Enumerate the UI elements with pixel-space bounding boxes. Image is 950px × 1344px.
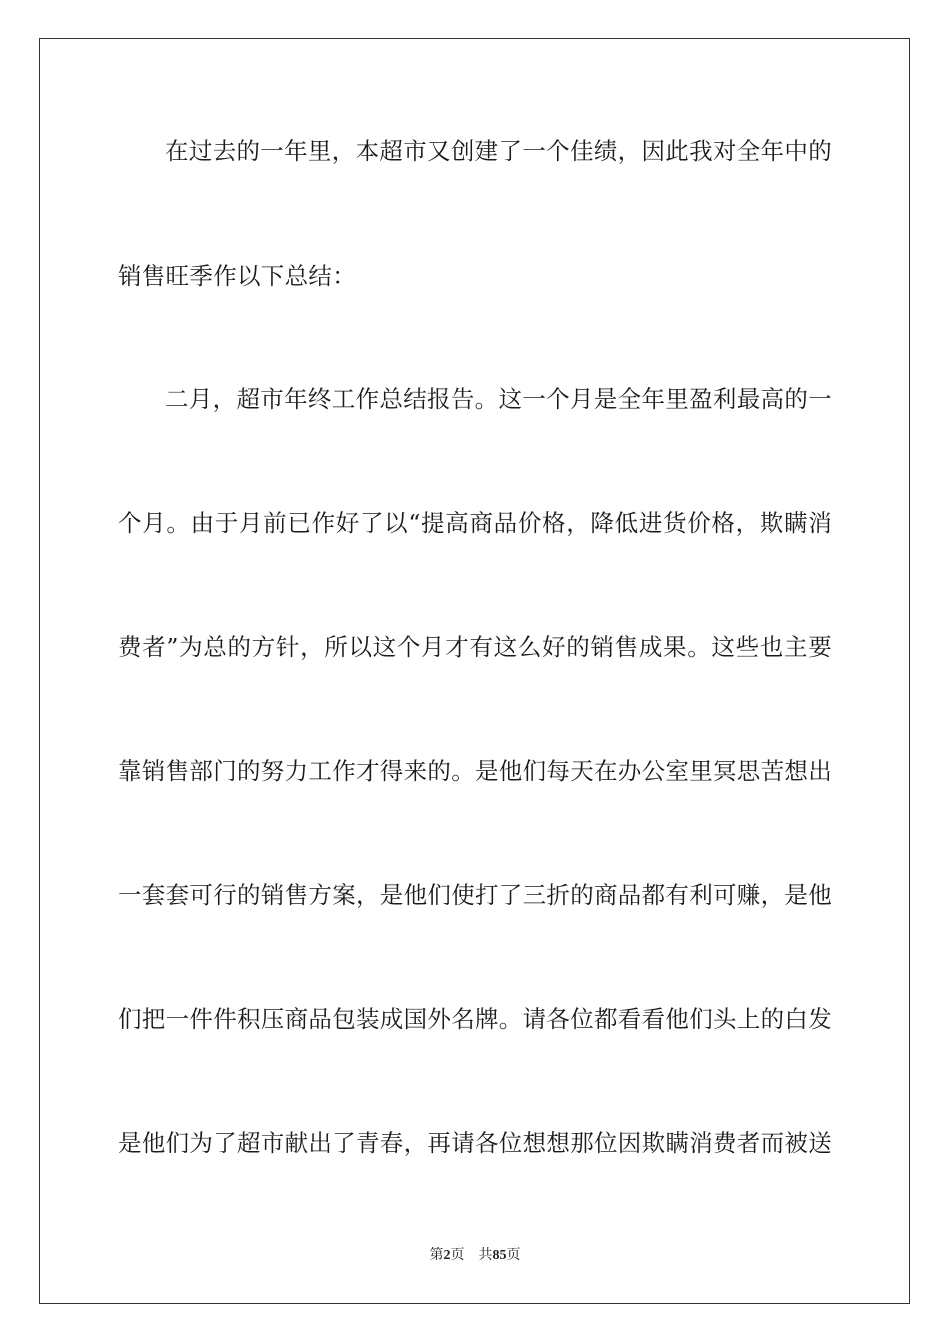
page-prefix: 第 <box>429 1247 444 1263</box>
paragraph-line-7: 一套套可行的销售方案，是他们使打了三折的商品都有利可赚，是他 <box>118 881 832 909</box>
total-pages: 85 <box>492 1248 507 1263</box>
paragraph-line-5: 费者”为总的方针，所以这个月才有这么好的销售成果。这些也主要 <box>118 633 832 661</box>
paragraph-line-3: 二月，超市年终工作总结报告。这一个月是全年里盈利最高的一 <box>165 385 832 413</box>
paragraph-line-4: 个月。由于月前已作好了以“提高商品价格，降低进货价格，欺瞒消 <box>118 509 832 537</box>
paragraph-line-9: 是他们为了超市献出了青春，再请各位想想那位因欺瞒消费者而被送 <box>118 1129 832 1157</box>
paragraph-line-6: 靠销售部门的努力工作才得来的。是他们每天在办公室里冥思苦想出 <box>118 757 832 785</box>
paragraph-line-2: 销售旺季作以下总结： <box>118 262 356 290</box>
page-border <box>39 38 910 1304</box>
page-suffix: 页 <box>450 1247 465 1263</box>
paragraph-line-1: 在过去的一年里，本超市又创建了一个佳绩，因此我对全年中的 <box>165 137 832 165</box>
page-footer <box>0 1246 950 1265</box>
paragraph-line-8: 们把一件件积压商品包装成国外名牌。请各位都看看他们头上的白发 <box>118 1005 832 1033</box>
total-prefix: 共 <box>478 1247 493 1263</box>
page-number: 2 <box>443 1248 451 1263</box>
total-suffix: 页 <box>506 1247 521 1263</box>
